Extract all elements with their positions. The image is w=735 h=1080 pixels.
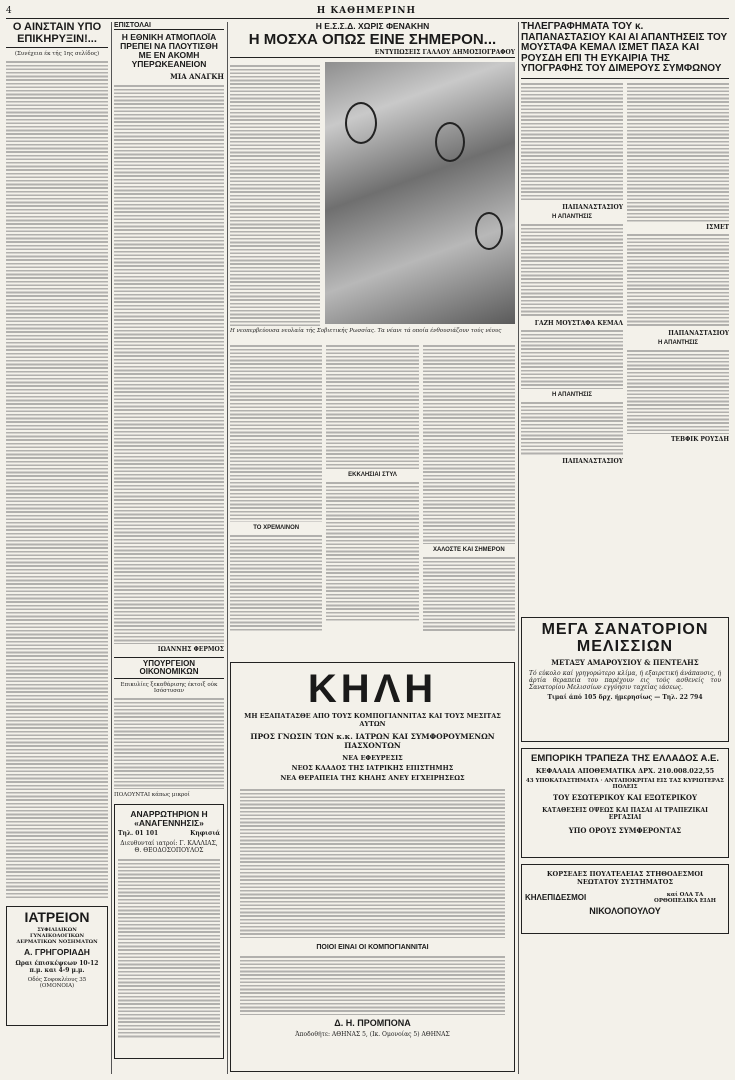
hernia-ad-line5: ΝΕΑ ΘΕΡΑΠΕΙΑ ΤΗΣ ΚΗΛΗΣ ΑΝΕΥ ΕΓΧΕΙΡΗΣΕΩΣ [280, 774, 465, 782]
hernia-ad [230, 662, 515, 1072]
anagennisis-phone: Τηλ. 01 101 [118, 830, 159, 838]
column-einstein [6, 22, 108, 1074]
hernia-ad-line4: ΝΕΟΣ ΚΛΑΔΟΣ ΤΗΣ ΙΑΤΡΙΚΗΣ ΕΠΙΣΤΗΜΗΣ [291, 764, 454, 772]
clinic-ad-address: Οδός Σοφοκλέους 35 (ΟΜΟΝΟΙΑ) [27, 976, 87, 989]
telegram-text-1 [521, 82, 623, 202]
masthead [6, 4, 729, 19]
telegram-text-2 [521, 223, 623, 318]
then-now-subhead: ΧΑΛΟΣΤΕ ΚΑΙ ΣΗΜΕΡΟΝ [432, 547, 505, 553]
finance-footer: ΠΟΛΟΥΝΤΑΙ κάπως μικροί [114, 792, 190, 799]
bank-ad-title: ΕΜΠΟΡΙΚΗ ΤΡΑΠΕΖΑ ΤΗΣ ΕΛΛΑΔΟΣ Α.Ε. [531, 753, 719, 764]
shipping-letter-body [114, 84, 224, 644]
anagennisis-place: Κηφισιά [190, 830, 220, 838]
photo-caption: Η νεοπερβεύουσα νεολαία τής Σοβιετικής Ρωσσίας. Τα νέανι τά οποία ένθουσιάζουν τούς νέους [230, 328, 502, 334]
bank-ad-line3: ΚΑΤΑΘΕΣΕΙΣ ΟΨΕΩΣ ΚΑΙ ΠΑΣΑΙ ΑΙ ΤΡΑΠΕΖΙΚΑΙ ΕΡΓΑΣΙΑΙ [542, 806, 708, 821]
clinic-ad-subtitle: ΣΥΦΙΛΙΔΙΚΩΝ ΓΥΝΑΙΚΟΛΟΓΙΚΩΝ ΔΕΡΜΑΤΙΚΩΝ ΝΟΣΗΜΑΤΩΝ [16, 926, 98, 945]
hernia-ad-sub: ΠΟΙΟΙ ΕΙΝΑΙ ΟΙ ΚΟΜΠΟΓΙΑΝΝΙΤΑΙ [316, 944, 429, 951]
clinic-ad-doctor: Α. ΓΡΗΓΟΡΙΑΔΗ [24, 946, 90, 957]
einstein-headline: Ο ΑΪΝΣΤΑΪΝ ΥΠΟ ΕΠΙΚΗΡΥΞΙΝ!... [6, 22, 108, 48]
hernia-ad-line2: ΠΡΟΣ ΓΝΩΣΙΝ ΤΩΝ κ.κ. ΙΑΤΡΩΝ ΚΑΙ ΣΥΜΦΟΡΟΥΜΕΝΩΝ ΠΑΣΧΟΝΤΩΝ [250, 732, 495, 750]
racket-icon [475, 212, 503, 250]
melissia-sanatorium-ad [521, 617, 729, 742]
moscow-body-f [423, 556, 515, 631]
reply-label-1: Η ΑΠΑΝΤΗΣΙΣ [552, 213, 592, 220]
melissia-ad-body: Τό εύκολο καί γρηγορώτερο κλίμα, ή εξαιρετική άνάπαυσις, ή άρτία θεραπεία του παρέχουν εις τούς ασθενείς του Σανατορίου Μελισσίων εγγύησιν ταχείας ιάσεως. [529, 669, 721, 691]
moscow-headline: Η ΜΟΣΧΑ ΟΠΩΣ ΕΙΝΕ ΣΗΜΕΡΟΝ... [248, 30, 497, 48]
telegram-text-7 [627, 349, 729, 434]
telegram-text-5 [627, 82, 729, 222]
corsets-ad-title: ΚΟΡΣΕΔΕΣ ΠΟΥΛΤΕΛΕΙΑΣ ΣΤΗΘΟΔΕΣΜΟΙ ΝΕΩΤΑΤΟΥ ΣΥΣΤΗΜΑΤΟΣ [546, 870, 704, 886]
anagennisis-body [118, 858, 220, 1038]
telegram-text-3 [521, 329, 623, 389]
corsets-ad-name: ΚΗΛΕΠΙΔΕΣΜΟΙ [525, 892, 587, 902]
masthead-title: Η ΚΑΘΗΜΕΡΙΝΗ [316, 6, 417, 16]
letters-section-label: ΕΠΙΣΤΟΛΑΙ [114, 22, 224, 30]
reply-label-3: Η ΑΠΑΝΤΗΣΙΣ [658, 339, 698, 346]
moscow-body-b [230, 534, 322, 632]
finance-ministry-body [114, 697, 224, 789]
clinic-ad-hours: Ωραι έπισκέψεων 10-12 π.μ. και 4-9 μ.μ. [15, 959, 99, 974]
column-moscow [230, 22, 515, 1074]
clinic-ad-title: ΙΑΤΡΕΙΟΝ [24, 909, 90, 926]
einstein-article-body [6, 60, 108, 900]
hernia-ad-name: Δ. Η. ΠΡΟΜΠΟΝΑ [334, 1018, 411, 1028]
telegrams-headline: ΤΗΛΕΓΡΑΦΗΜΑΤΑ ΤΟΥ κ. ΠΑΠΑΝΑΣΤΑΣΙΟΥ ΚΑΙ ΑΙ ΑΠΑΝΤΗΣΕΙΣ ΤΟΥ ΜΟΥΣΤΑΦΑ ΚΕΜΑΛ ΙΣΜΕΤ ΠΑΣΑ ΚΑΙ ΡΟΥΣΔΗ ΕΠΙ ΤΗ ΕΥΚΑΙΡΙΑ ΤΗΣ ΥΠΟΓΡΑΦΗΣ ΤΟΥ ΔΙΜΕΡΟΥΣ ΣΥΜΦΩΝΟΥ [521, 22, 729, 79]
clinic-ad [6, 906, 108, 1026]
signature-ismet: ΙΣΜΕΤ [706, 223, 729, 231]
finance-ministry-headline: ΥΠΟΥΡΓΕΙΟΝ ΟΙΚΟΝΟΜΙΚΩΝ [114, 657, 224, 680]
racket-icon [435, 122, 465, 162]
hernia-ad-title: ΚΗΛΗ [307, 667, 438, 711]
signature-kemal: ΓΑΖΗ ΜΟΥΣΤΑΦΑ ΚΕΜΑΛ [534, 319, 623, 327]
bank-ad-line4: ΥΠΟ ΟΡΟΥΣ ΣΥΜΦΕΡΟΝΤΑΣ [568, 825, 682, 835]
commercial-bank-ad [521, 748, 729, 858]
hernia-ad-address: Άποδοθήτε: ΑΘΗΝΑΣ 5, (Ικ. Ομονοίας 5) ΑΘΗΝΑΣ [295, 1031, 450, 1039]
melissia-ad-price: Τιμαί άπό 105 δρχ. ήμερησίως — Τηλ. 22 794 [547, 693, 703, 701]
hernia-ad-body2 [240, 955, 505, 1015]
melissia-ad-title: ΜΕΓΑ ΣΑΝΑΤΟΡΙΟΝ ΜΕΛΙΣΣΙΩΝ [541, 621, 709, 655]
einstein-kicker: (Συνέχεια έκ τής 1ης σελίδος) [14, 51, 100, 58]
reply-label-2: Η ΑΠΑΝΤΗΣΙΣ [552, 391, 592, 398]
hernia-ad-body [240, 788, 505, 938]
hernia-ad-line3: ΝΕΑ ΕΦΕΥΡΕΣΙΣ [342, 754, 403, 762]
bank-ad-line1: 43 ΥΠΟΚΑΤΑΣΤΗΜΑΤΑ · ΑΝΤΑΠΟΚΡΙΤΑΙ ΕΙΣ ΤΑΣ ΚΥΡΙΩΤΕΡΑΣ ΠΟΛΕΙΣ [525, 777, 725, 790]
column-letters [114, 22, 224, 1074]
page-number: 4 [6, 6, 12, 16]
telegram-text-6 [627, 233, 729, 328]
bank-ad-line2: ΤΟΥ ΕΣΩΤΕΡΙΚΟΥ ΚΑΙ ΕΞΩΤΕΡΙΚΟΥ [553, 792, 697, 802]
signature-papanastasiou-2: ΠΑΠΑΝΑΣΤΑΣΙΟΥ [562, 457, 623, 465]
signature-papanastasiou-1: ΠΑΠΑΝΑΣΤΑΣΙΟΥ [562, 203, 623, 211]
hernia-ad-line1: ΜΗ ΕΞΑΠΑΤΑΣΘΕ ΑΠΟ ΤΟΥΣ ΚΟΜΠΟΓΙΑΝΝΙΤΑΣ ΚΑΙ ΤΟΥΣ ΜΕΣΙΤΑΣ ΑΥΤΩΝ [244, 712, 501, 728]
corsets-ad-shop: ΝΙΚΟΛΟΠΟΥΛΟΥ [589, 906, 661, 916]
moscow-body-a [230, 344, 322, 522]
shipping-subhead: ΜΙΑ ΑΝΑΓΚΗ [170, 71, 224, 81]
signature-papanastasiou-3: ΠΑΠΑΝΑΣΤΑΣΙΟΥ [668, 329, 729, 337]
bank-ad-capital: ΚΕΦΑΛΑΙΑ ΑΠΟΘΕΜΑΤΙΚΑ ΔΡΧ. 210.008.022,55 [535, 766, 715, 775]
moscow-intro-text [230, 64, 320, 326]
moscow-body-d [326, 481, 418, 621]
corsets-ad-extra: καί ΟΛΑ ΤΑ ΟΡΘΟΠΕΔΙΚΑ ΕΙΔΗ [654, 892, 716, 904]
finance-ministry-sub: Επικυλίες ξεκαθάρισης έκτοιξ ούκ Ισόστυσαν [120, 682, 218, 695]
signature-rousdi: ΤΕΒΦΙΚ ΡΟΥΣΔΗ [670, 435, 729, 443]
moscow-kicker: Η Ε.Σ.Σ.Δ. ΧΩΡΙΣ ΦΕΝΑΚΗΝ [315, 22, 430, 31]
shipping-headline: Η ΕΘΝΙΚΗ ΑΤΜΟΠΛΟΪΑ ΠΡΕΠΕΙ ΝΑ ΠΛΟΥΤΙΣΘΗ ΜΕ ΕΝ ΑΚΟΜΗ ΥΠΕΡΩΚΕΑΝΕΙΟΝ [120, 32, 218, 69]
moscow-body-c [326, 344, 418, 469]
sanatorium-anagennisis-ad [114, 804, 224, 1059]
column-telegrams [521, 22, 729, 1074]
corsets-ad [521, 864, 729, 934]
moscow-body-e [423, 344, 515, 544]
letter-signature: ΙΩΑΝΝΗΣ ΦΕΡΜΟΣ [157, 645, 224, 653]
churches-subhead: ΕΚΚΛΗΣΙΑΙ ΣΤΥΛ [348, 472, 397, 478]
kremlin-subhead: ΤΟ ΧΡΕΜΛΙΝΟΝ [253, 525, 300, 531]
racket-icon [345, 102, 377, 144]
moscow-byline: ΕΝΤΥΠΩΣΕΙΣ ΓΑΛΛΟΥ ΔΗΜΟΣΙΟΓΡΑΦΟΥ [230, 49, 515, 58]
youth-sports-photo [325, 62, 515, 324]
anagennisis-directors: Διευθυνταί ιατροί: Γ. ΚΑΛΛΙΑΣ, Θ. ΘΕΟΔΟΣΟΠΟΥΛΟΣ [120, 840, 218, 855]
melissia-ad-subtitle: ΜΕΤΑΞΥ ΑΜΑΡΟΥΣΙΟΥ & ΠΕΝΤΕΛΗΣ [551, 657, 699, 667]
telegram-text-4 [521, 401, 623, 456]
anagennisis-title: ΑΝΑΡΡΩΤΗΡΙΟΝ Η «ΑΝΑΓΕΝΝΗΣΙΣ» [130, 809, 208, 829]
